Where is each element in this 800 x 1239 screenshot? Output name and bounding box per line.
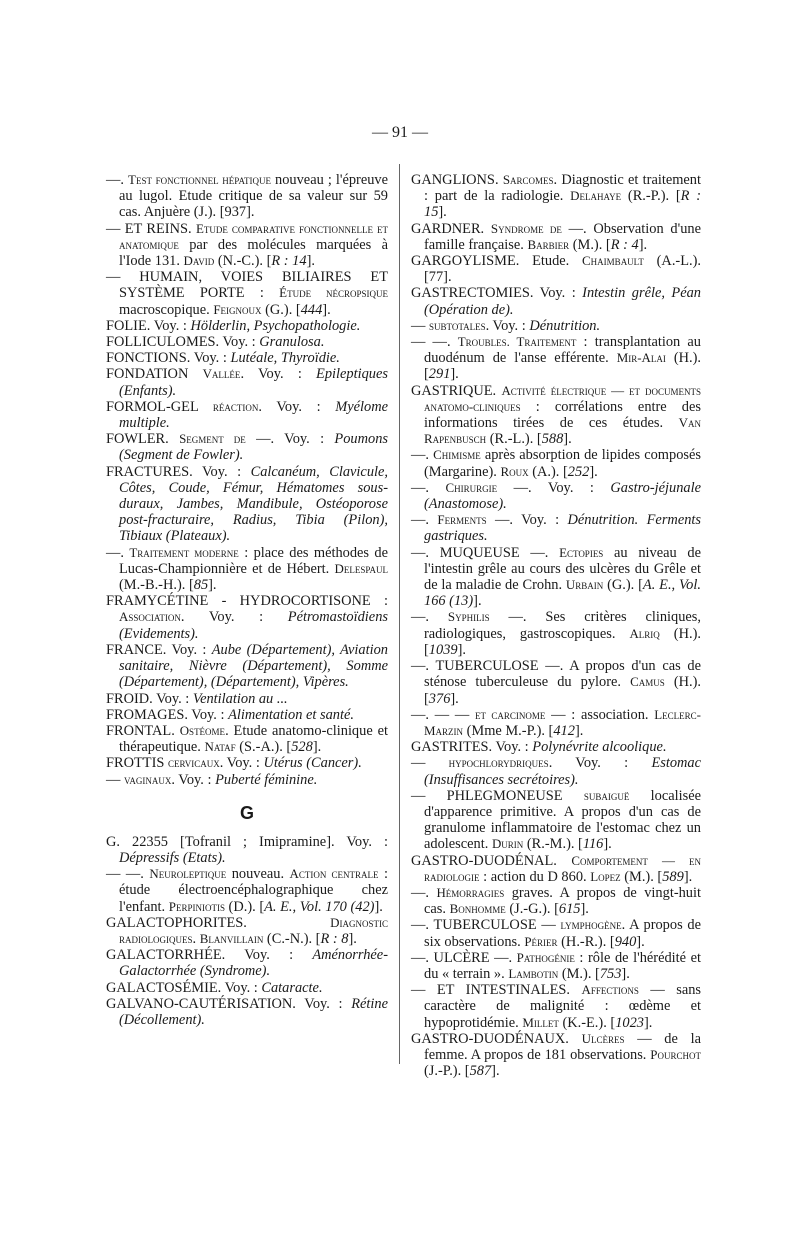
entry-text: —. MUQUEUSE —. bbox=[411, 544, 560, 561]
entry-text: et carcinome bbox=[474, 706, 546, 722]
entry-text: (H.-R.). [ bbox=[557, 933, 615, 950]
entry-text: 588 bbox=[541, 431, 564, 448]
entry-text: subtotales bbox=[429, 317, 486, 333]
entry-text: (A.-L.). [77]. bbox=[424, 253, 701, 286]
entry-text: Ulcères bbox=[581, 1030, 625, 1046]
entry-text: ]. bbox=[574, 722, 584, 739]
entry-text: : transplantation au duodénum de l'anse efférente. bbox=[424, 334, 701, 367]
entry-text: —. Observation d'une famille française. bbox=[424, 220, 701, 253]
page-number: — 91 — bbox=[372, 124, 428, 141]
entry-text: Dénutrition. Ferments gastriques. bbox=[424, 512, 701, 545]
entry-text: . Voy. : bbox=[240, 366, 317, 383]
entry-text: —. Ses critères cliniques, radiologiques, gastroscopiques. bbox=[424, 609, 701, 642]
entry-text: Poumons (Segment de Fowler). bbox=[119, 431, 388, 464]
entry-text: macroscopique. bbox=[119, 301, 214, 318]
entry-text: —. — — bbox=[411, 706, 475, 723]
entry-text: FRACTURES. Voy. : bbox=[106, 463, 251, 480]
entry-text: (M.). [ bbox=[558, 965, 600, 982]
index-entry bbox=[106, 723, 388, 755]
index-entry bbox=[106, 172, 388, 221]
entry-text: GASTRIQUE. bbox=[411, 382, 502, 399]
entry-text: FOLLICULOMES. Voy. : bbox=[106, 334, 260, 351]
index-entry bbox=[411, 658, 701, 707]
index-entry bbox=[411, 545, 701, 610]
entry-text: GALACTOPHORITES. bbox=[106, 914, 331, 931]
entry-text: —. TUBERCULOSE — bbox=[411, 917, 561, 934]
entry-text: A. E., Vol. 166 (13) bbox=[424, 577, 701, 610]
entry-text: Etude comparative fonctionnelle et anatomique bbox=[119, 220, 388, 252]
entry-text: R : 4 bbox=[610, 236, 639, 253]
entry-text: ]. bbox=[491, 1063, 500, 1080]
entry-text: Intestin grêle, Péan (Opération de). bbox=[424, 285, 701, 318]
entry-text: . Voy. : bbox=[171, 771, 216, 788]
index-entry bbox=[106, 593, 388, 642]
entry-text: ]. bbox=[208, 577, 217, 594]
entry-text: cervicaux bbox=[167, 755, 220, 771]
entry-text: Sarcomes bbox=[502, 172, 554, 187]
index-entry bbox=[106, 755, 388, 771]
entry-text: Durin bbox=[491, 836, 524, 852]
index-entry bbox=[106, 642, 388, 691]
entry-text: GARDNER. bbox=[411, 220, 491, 237]
entry-text: FROID. Voy. : bbox=[106, 690, 193, 707]
entry-text: 528 bbox=[291, 739, 313, 756]
entry-text: Rétine (Décollement). bbox=[119, 995, 388, 1028]
index-entry bbox=[106, 545, 388, 594]
entry-text: Dépressifs (Etats). bbox=[119, 849, 226, 866]
entry-text: ]. bbox=[457, 641, 466, 658]
entry-text: ]. bbox=[638, 236, 648, 253]
index-entry bbox=[106, 350, 388, 366]
entry-text: Aménorrhée-Galactorrhée (Syndrome). bbox=[119, 947, 388, 980]
entry-text: ]. bbox=[636, 933, 645, 950]
entry-text: — ET REINS. bbox=[106, 220, 196, 237]
entry-text: (R.-P.). [ bbox=[621, 188, 681, 205]
entry-text: Utérus (Cancer). bbox=[263, 755, 362, 772]
entry-text: Chimisme bbox=[433, 447, 481, 463]
entry-text: Aube (Département), Aviation sanitaire, Nièvre (Département), Somme (Département), (Département), Vipères. bbox=[119, 641, 389, 691]
entry-text: Traitement moderne bbox=[129, 544, 239, 560]
entry-text: Myélome multiple. bbox=[119, 398, 388, 432]
entry-text: (G.). [ bbox=[603, 577, 643, 594]
entry-text: — sans caractère de malignité : œdème et hypoprotidémie. bbox=[424, 982, 701, 1031]
entry-text: GASTRITES. Voy. : bbox=[411, 739, 533, 756]
entry-text: Alriq bbox=[629, 625, 660, 641]
entry-text: . A propos de six observations. bbox=[424, 917, 701, 950]
entry-text: G. 22355 [Tofranil ; Imipramine]. Voy. : bbox=[106, 833, 388, 850]
entry-text: FROTTIS bbox=[106, 755, 168, 772]
entry-text: ]. bbox=[312, 739, 322, 756]
index-entry bbox=[411, 512, 701, 544]
entry-text: graves. A propos de vingt-huit cas. bbox=[424, 884, 701, 918]
entry-text: 444 bbox=[300, 301, 323, 318]
entry-text: nouveau ; l'épreuve au lugol. Etude critique de sa valeur sur 59 cas. bbox=[119, 172, 388, 221]
entry-text: —. Voy. : bbox=[497, 479, 611, 496]
entry-text: : rôle de l'hérédité et du « terrain ». bbox=[424, 949, 701, 982]
index-entry bbox=[106, 947, 388, 979]
entry-text: Delahaye bbox=[570, 188, 622, 204]
entry-text: R : 8 bbox=[320, 930, 349, 947]
entry-text: —. Voy. : bbox=[486, 512, 568, 529]
entry-text: localisée d'apparence primitive. A propos d'un cas de granulome inflammatoire de l'estomac chez un adolescent. bbox=[424, 787, 702, 853]
entry-text: ]. bbox=[683, 868, 693, 885]
entry-text: ]. bbox=[589, 463, 598, 480]
entry-text: 1023 bbox=[615, 1014, 644, 1031]
entry-text: R : 14 bbox=[271, 253, 307, 270]
entry-text: Gastro-jéjunale (Anastomose). bbox=[424, 479, 701, 513]
entry-text: : action du D 860. bbox=[479, 868, 591, 885]
index-entry bbox=[411, 480, 701, 512]
entry-text: 940 bbox=[614, 933, 637, 950]
entry-text: (M.). [ bbox=[620, 868, 663, 885]
entry-text: (R.-M.). [ bbox=[523, 836, 583, 853]
index-entry bbox=[411, 285, 701, 317]
entry-text: Comportement — en radiologie bbox=[424, 852, 702, 884]
entry-text: Périer bbox=[524, 933, 558, 949]
letter-heading: G bbox=[239, 802, 254, 823]
entry-text: ]. bbox=[563, 431, 572, 448]
entry-text: FRONTAL. bbox=[106, 722, 180, 739]
entry-text: (M.). [ bbox=[569, 236, 611, 253]
entry-text: Lutéale, Thyroïdie. bbox=[230, 350, 340, 367]
index-entry bbox=[411, 447, 701, 479]
entry-text: ]. bbox=[450, 366, 459, 383]
entry-text: — —. bbox=[411, 334, 458, 351]
index-entry bbox=[106, 691, 388, 707]
entry-text: 615 bbox=[558, 901, 581, 918]
entry-text: 1039 bbox=[428, 641, 458, 658]
entry-text: Diagnostic radiologiques bbox=[119, 914, 388, 946]
index-entry bbox=[106, 269, 388, 318]
entry-text: FOWLER. bbox=[106, 431, 180, 448]
entry-text: Syphilis bbox=[447, 609, 490, 625]
entry-text: Lambotin bbox=[508, 965, 559, 981]
entry-text: FOLIE. Voy. : bbox=[106, 317, 191, 334]
entry-text: (C.-N.). [ bbox=[263, 930, 321, 947]
entry-text: : corrélations entre des informations tirées de ces études. bbox=[424, 398, 701, 432]
entry-text: hypochlorydriques bbox=[448, 755, 549, 771]
entry-text: Ventilation au ... bbox=[192, 690, 288, 707]
entry-text: Leclerc-Marzin bbox=[424, 706, 701, 738]
entry-text: — —. bbox=[106, 866, 150, 883]
entry-text: : étude électroencéphalographique chez l'enfant. bbox=[119, 866, 389, 915]
entry-text: David bbox=[183, 253, 215, 269]
entry-text: (A.). [ bbox=[528, 463, 568, 480]
entry-text: GANGLIONS. bbox=[411, 172, 503, 188]
entry-text: 589 bbox=[662, 868, 684, 885]
index-entry bbox=[106, 464, 388, 545]
index-entry bbox=[411, 739, 701, 755]
entry-text: (H.). [ bbox=[424, 674, 701, 707]
entry-text: Urbain bbox=[565, 577, 604, 593]
entry-text: . Voy. : bbox=[180, 609, 288, 626]
entry-text: vaginaux bbox=[124, 771, 172, 787]
entry-text: Pourchot bbox=[650, 1046, 701, 1062]
entry-text: (S.-A.). [ bbox=[235, 739, 292, 756]
entry-text: (K.-E.). [ bbox=[558, 1014, 616, 1031]
entry-text: FROMAGES. Voy. : bbox=[106, 706, 229, 723]
entry-text: — bbox=[106, 771, 124, 788]
right-entries bbox=[411, 172, 701, 1079]
entry-text: 753 bbox=[599, 965, 622, 982]
entry-text: réaction bbox=[212, 398, 259, 414]
entry-text: au niveau de l'intestin grêle au cours des ulcères du Grêle et de la maladie de Crohn. bbox=[424, 544, 701, 594]
left-column bbox=[106, 172, 388, 1028]
entry-text: —. Voy. : bbox=[245, 431, 335, 448]
entry-text: Anjuère bbox=[143, 204, 191, 221]
entry-text: Granulosa. bbox=[259, 334, 325, 351]
entry-text: Ectopies bbox=[559, 544, 604, 560]
entry-text: Bonhomme bbox=[449, 901, 506, 917]
index-entry bbox=[411, 172, 701, 221]
entry-text: après absorption de lipides composés (Margarine). bbox=[424, 447, 701, 480]
entry-text: Test fonctionnel hépatique bbox=[128, 172, 271, 187]
left-g-entries bbox=[106, 834, 388, 1028]
entry-text: ]. bbox=[450, 690, 459, 707]
entry-text: Puberté féminine. bbox=[215, 771, 318, 788]
entry-text: nouveau. bbox=[226, 866, 290, 883]
entry-text: GALVANO-CAUTÉRISATION. Voy. : bbox=[106, 995, 352, 1012]
index-entry bbox=[411, 383, 701, 448]
entry-text: — bbox=[411, 755, 449, 772]
entry-text: Chaimbault bbox=[582, 253, 644, 269]
entry-text: . Diagnostic et traitement : part de la radiologie. bbox=[424, 172, 701, 205]
entry-text: (J.). [937]. bbox=[190, 204, 255, 221]
entry-text: 85 bbox=[193, 577, 209, 594]
entry-text: —. bbox=[411, 512, 438, 529]
index-entry bbox=[411, 253, 701, 285]
entry-text: subaiguë bbox=[583, 787, 630, 803]
entry-text: —. bbox=[106, 544, 130, 561]
entry-text: (G.). [ bbox=[261, 301, 301, 318]
entry-text: ]. bbox=[322, 301, 331, 318]
index-entry bbox=[411, 318, 701, 334]
entry-text: Lopez bbox=[590, 868, 621, 884]
entry-text: Neuroleptique bbox=[149, 866, 227, 882]
entry-text: ]. bbox=[603, 836, 612, 853]
entry-text: GALACTORRHÉE. Voy. : bbox=[106, 947, 313, 964]
index-entry bbox=[411, 788, 701, 853]
entry-text: ]. bbox=[580, 901, 589, 918]
index-entry bbox=[106, 772, 388, 788]
index-entry bbox=[411, 917, 701, 949]
entry-text: Hémorragies bbox=[436, 884, 505, 900]
entry-text: Van Rapenbusch bbox=[424, 415, 701, 447]
index-entry bbox=[411, 1031, 701, 1080]
entry-text: Hölderlin, Psychopathologie. bbox=[190, 317, 361, 334]
entry-text: Camus bbox=[630, 674, 665, 690]
entry-text: — PHLEGMONEUSE bbox=[411, 787, 584, 804]
entry-text: Affections bbox=[581, 982, 639, 998]
entry-text: (D.). [ bbox=[224, 898, 265, 915]
entry-text: (M.-B.-H.). [ bbox=[119, 577, 194, 594]
index-entry bbox=[106, 866, 388, 915]
entry-text: Association bbox=[119, 609, 181, 625]
index-entry bbox=[411, 982, 701, 1031]
entry-text: Ostéome bbox=[179, 722, 226, 738]
entry-text: Mir-Alai bbox=[616, 350, 666, 366]
left-entries bbox=[106, 172, 388, 788]
entry-text: — : association. bbox=[545, 706, 655, 723]
index-entry bbox=[106, 334, 388, 350]
entry-text: 412 bbox=[553, 722, 575, 739]
entry-text: ]. bbox=[473, 593, 482, 610]
index-entry bbox=[106, 366, 388, 398]
entry-text: 376 bbox=[428, 690, 451, 707]
entry-text: — HUMAIN, VOIES BILIAIRES ET SYSTÈME PORTE : bbox=[106, 269, 388, 302]
entry-text: Cataracte. bbox=[261, 979, 323, 996]
entry-text: Syndrome de bbox=[490, 220, 562, 236]
entry-text: (H.). [ bbox=[424, 350, 701, 383]
index-entry bbox=[106, 399, 388, 431]
entry-text: — bbox=[411, 317, 429, 334]
entry-text: FONDATION bbox=[106, 366, 203, 383]
entry-text: ]. bbox=[348, 930, 357, 947]
entry-text: Barbier bbox=[527, 236, 570, 252]
index-entry bbox=[106, 996, 388, 1028]
entry-text: Dénutrition. bbox=[529, 317, 601, 334]
entry-text: . bbox=[192, 930, 200, 947]
entry-text: (N.-C.). [ bbox=[214, 253, 272, 270]
entry-text: R : 15 bbox=[424, 188, 701, 221]
entry-text: Millet bbox=[522, 1014, 559, 1030]
entry-text: . Etude anatomo-clinique et thérapeutique. bbox=[119, 722, 388, 756]
entry-text: GASTRO-DUODÉNAUX. bbox=[411, 1030, 582, 1047]
entry-text: FONCTIONS. Voy. : bbox=[106, 350, 231, 367]
entry-text: lymphogène bbox=[560, 917, 622, 933]
entry-text: ]. bbox=[306, 253, 315, 270]
entry-text: . Voy. : bbox=[548, 755, 652, 772]
entry-text: Étude nécropsique bbox=[279, 285, 388, 301]
entry-text: GASTRO-DUODÉNAL. bbox=[411, 852, 572, 869]
entry-text: — ET INTESTINALES. bbox=[411, 982, 582, 999]
entry-text: par des molécules marquées à l'Iode 131. bbox=[119, 236, 388, 270]
index-entry bbox=[411, 950, 701, 982]
entry-text: (H.). [ bbox=[424, 625, 701, 658]
entry-text: (J.-P.). [ bbox=[424, 1063, 470, 1080]
entry-text: ]. bbox=[643, 1014, 653, 1031]
entry-text: 252 bbox=[567, 463, 590, 480]
entry-text: Polynévrite alcoolique. bbox=[532, 739, 667, 756]
entry-text: GASTRECTOMIES. Voy. : bbox=[411, 285, 583, 302]
index-entry bbox=[106, 431, 388, 463]
entry-text: Activité électrique — et documents anatomo-cliniques bbox=[424, 382, 701, 414]
entry-text: FORMOL-GEL bbox=[106, 398, 213, 415]
entry-text: GARGOYLISME. Etude. bbox=[411, 253, 583, 270]
entry-text: . Voy. : bbox=[485, 317, 530, 334]
entry-text: —. bbox=[411, 447, 434, 464]
entry-text: Pétromastoïdiens (Evidements). bbox=[119, 609, 388, 642]
right-column bbox=[411, 172, 701, 1079]
index-entry bbox=[411, 609, 701, 658]
index-entry bbox=[106, 834, 388, 866]
index-entry bbox=[411, 885, 701, 917]
index-entry bbox=[106, 318, 388, 334]
entry-text: Pathogénie bbox=[516, 949, 575, 965]
index-entry bbox=[411, 707, 701, 739]
entry-text: Calcanéum, Clavicule, Côtes, Coude, Fémur, Hématomes sous-duraux, Jambes, Mandibule, Ostéoporose post-fracturaire, Radius, Tibia (Pilon), Tibiaux (Plateaux). bbox=[119, 463, 388, 545]
entry-text: (J.-G.). [ bbox=[505, 901, 559, 918]
entry-text: 291 bbox=[428, 366, 451, 383]
entry-text: FRAMYCÉTINE - HYDROCORTISONE : bbox=[106, 593, 388, 610]
entry-text: . Voy. : bbox=[219, 755, 264, 772]
entry-text: GALACTOSÉMIE. Voy. : bbox=[106, 979, 262, 996]
entry-text: Chirurgie bbox=[445, 479, 498, 495]
entry-text: Troubles. Traitement bbox=[457, 334, 577, 350]
entry-text: Alimentation et santé. bbox=[228, 706, 354, 723]
entry-text: 116 bbox=[582, 836, 604, 853]
entry-text: A. E., Vol. 170 (42) bbox=[264, 898, 375, 915]
index-entry bbox=[411, 334, 701, 383]
entry-text: —. TUBERCULOSE —. A propos d'un cas de sténose tuberculeuse du pylore. bbox=[411, 658, 701, 691]
entry-text: Ferments bbox=[437, 512, 487, 528]
entry-text: Epileptiques (Enfants). bbox=[119, 366, 388, 399]
index-entry bbox=[411, 853, 701, 885]
index-entry bbox=[106, 707, 388, 723]
index-entry bbox=[106, 221, 388, 270]
entry-text: (Mme M.-P.). [ bbox=[463, 722, 554, 739]
entry-text: : place des méthodes de Lucas-Championnière et de Hébert. bbox=[119, 544, 388, 577]
entry-text: Action centrale bbox=[289, 866, 379, 882]
entry-text: Perpiniotis bbox=[168, 898, 225, 914]
entry-text: Roux bbox=[500, 463, 529, 479]
entry-text: Nataf bbox=[204, 739, 236, 755]
entry-text: Blanvillain bbox=[199, 930, 264, 946]
entry-text: Delespaul bbox=[334, 560, 388, 576]
entry-text: Segment de bbox=[179, 431, 246, 447]
entry-text: —. bbox=[411, 479, 446, 496]
entry-text: Estomac (Insuffisances secrétoires). bbox=[424, 755, 701, 788]
entry-text: Feignoux bbox=[213, 301, 262, 317]
entry-text: . Voy. : bbox=[258, 398, 336, 415]
column-divider bbox=[399, 164, 400, 1064]
entry-text: Vallée bbox=[202, 366, 241, 382]
entry-text: (R.-L.). [ bbox=[486, 431, 542, 448]
entry-text: —. bbox=[411, 609, 448, 626]
entry-text: ]. bbox=[374, 898, 383, 915]
entry-text: — de la femme. A propos de 181 observations. bbox=[424, 1030, 701, 1063]
index-entry bbox=[106, 915, 388, 947]
index-entry bbox=[411, 221, 701, 253]
entry-text: —. bbox=[106, 172, 129, 188]
entry-text: ]. bbox=[438, 204, 447, 221]
index-entry bbox=[106, 980, 388, 996]
entry-text: ]. bbox=[621, 965, 630, 982]
entry-text: —. ULCÈRE —. bbox=[411, 949, 517, 966]
entry-text: FRANCE. Voy. : bbox=[106, 641, 212, 658]
entry-text: —. bbox=[411, 884, 437, 901]
entry-text: 587 bbox=[469, 1063, 492, 1080]
index-entry bbox=[411, 755, 701, 787]
